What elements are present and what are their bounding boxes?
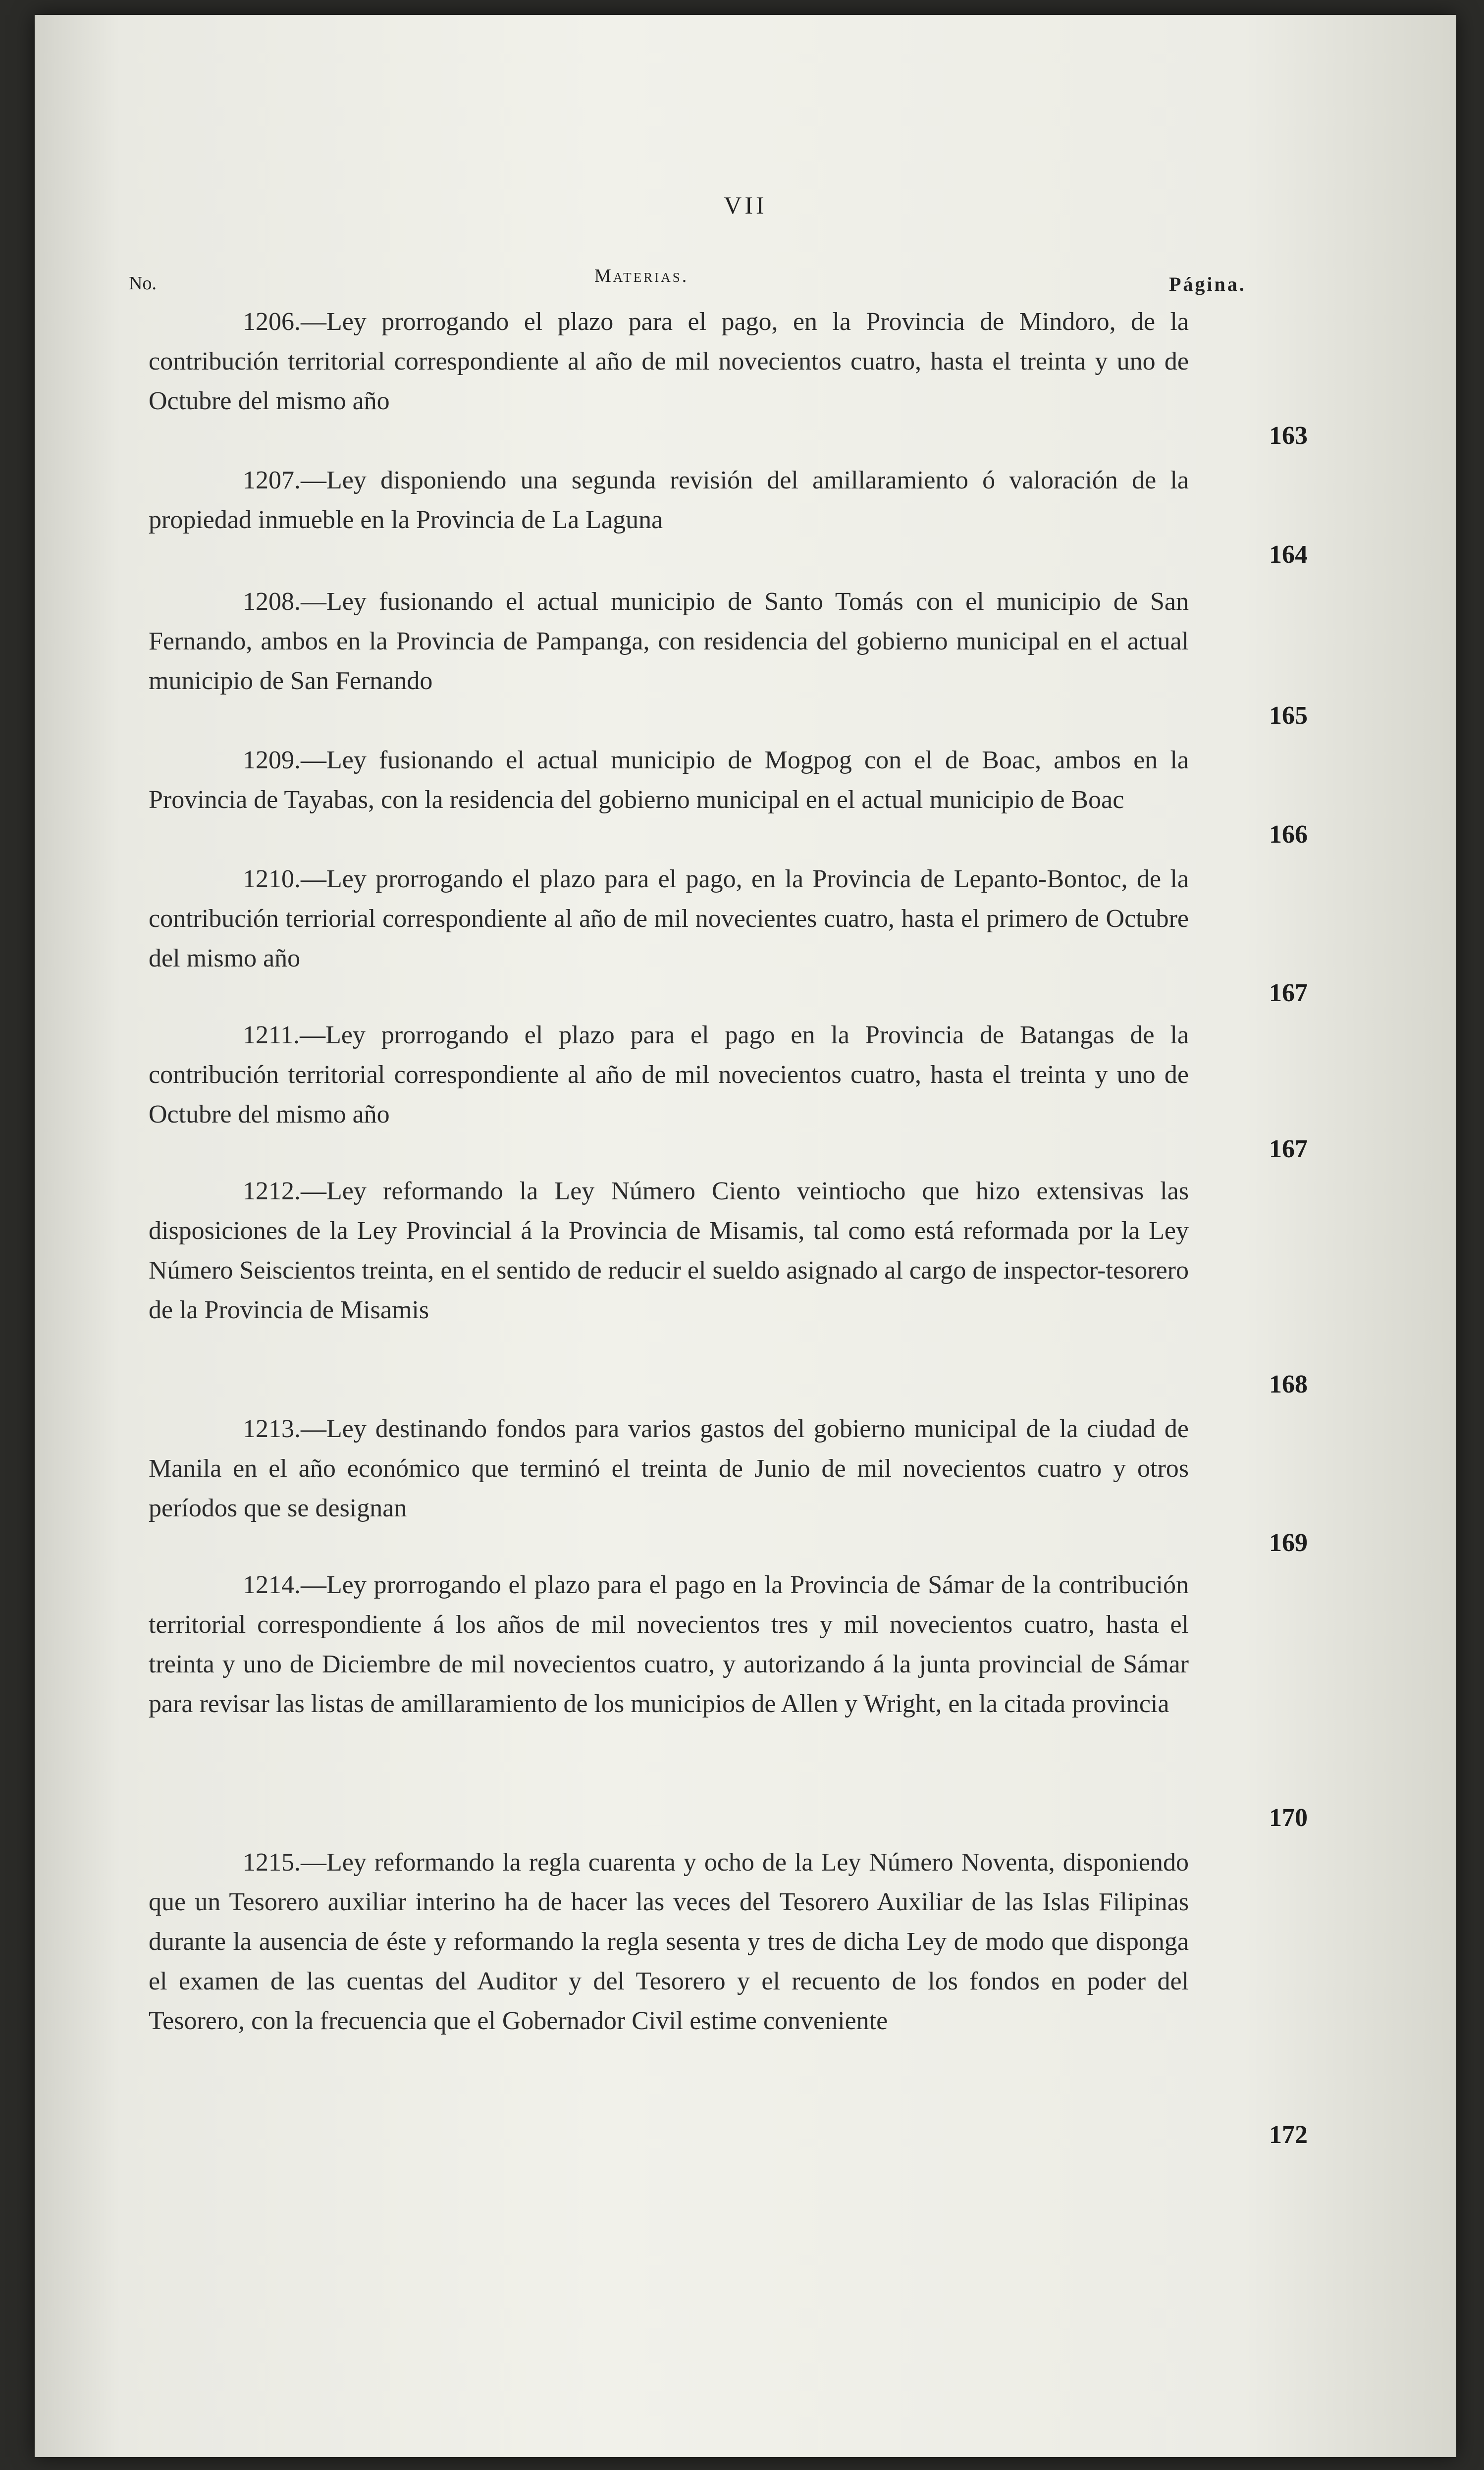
entry-text: —Ley prorrogando el plazo para el pago, en la Provincia de Lepanto-Bontoc, de la contribución terriorial correspondiente al año de mil novecientes cuatro, hasta el primero de Octubre del mismo año: [149, 865, 1189, 972]
entry-number: 1206.: [243, 308, 301, 336]
entry-text: —Ley fusionando el actual municipio de Mogpog con el de Boac, ambos en la Provincia de Tayabas, con la residencia del gobierno municipal en el actual municipio de Boac: [149, 746, 1189, 814]
entry-page: 168: [1269, 1370, 1308, 1398]
entry-page: 167: [1269, 979, 1308, 1007]
entry-number: 1210.: [243, 865, 301, 893]
entry-page: 169: [1269, 1529, 1308, 1557]
entry-text: —Ley reformando la regla cuarenta y ocho de la Ley Número Noventa, disponiendo que un Tesorero auxiliar interino ha de hacer las veces del Tesorero Auxiliar de las Islas Filipinas durante la ausencia de éste y reformando la regla sesenta y tres de dicha Ley de modo que disponga el examen de las cuentas del Auditor y del Tesorero y el recuento de los fondos en poder del Tesorero, con la frecuencia que el Gobernador Civil estime conveniente: [149, 1848, 1189, 2035]
entry-page: 172: [1269, 2121, 1308, 2149]
column-header-materias: Materias.: [594, 266, 689, 286]
table-of-contents: [35, 15, 1456, 2457]
entry-number: 1214.: [243, 1571, 301, 1599]
entry-text: —Ley reformando la Ley Número Ciento veintiocho que hizo extensivas las disposiciones de la Ley Provincial á la Provincia de Misamis, tal como está reformada por la Ley Número Seiscientos treinta, en el sentido de reducir el sueldo asignado al cargo de inspector-tesorero de la Provincia de Misamis: [149, 1177, 1189, 1324]
column-header-pagina: Página.: [1169, 273, 1246, 295]
entry-number: 1207.: [243, 466, 301, 494]
entry-text: —Ley disponiendo una segunda revisión del amillaramiento ó valoración de la propiedad inmueble en la Provincia de La Laguna: [149, 466, 1189, 534]
entry-text: —Ley fusionando el actual municipio de Santo Tomás con el municipio de San Fernando, ambos en la Provincia de Pampanga, con residencia del gobierno municipal en el actual municipio de San Fernando: [149, 588, 1189, 695]
entry-text: —Ley destinando fondos para varios gastos del gobierno municipal de la ciudad de Manila en el año económico que terminó el treinta de Junio de mil novecientos cuatro y otros períodos que se designan: [149, 1415, 1189, 1522]
entry-number: 1215.: [243, 1848, 301, 1877]
entry-page: 164: [1269, 540, 1308, 569]
entry-page: 163: [1269, 422, 1308, 450]
entry-number: 1212.: [243, 1177, 301, 1205]
entry-text: —Ley prorrogando el plazo para el pago, en la Provincia de Mindoro, de la contribución territorial correspondiente al año de mil novecientos cuatro, hasta el treinta y uno de Octubre del mismo año: [149, 308, 1189, 415]
entry-number: 1208.: [243, 588, 301, 616]
entry-page: 165: [1269, 701, 1308, 730]
entry-page: 167: [1269, 1135, 1308, 1163]
entry-number: 1213.: [243, 1415, 301, 1443]
entry-text: —Ley prorrogando el plazo para el pago en la Provincia de Sámar de la contribución territorial correspondiente á los años de mil novecientos tres y mil novecientos cuatro, hasta el treinta y uno de Diciembre de mil novecientos cuatro, y autorizando á la junta provincial de Sámar para revisar las listas de amillaramiento de los municipios de Allen y Wright, en la citada provincia: [149, 1571, 1189, 1718]
entry-number: 1211.: [243, 1021, 300, 1049]
column-header-number: No.: [129, 273, 157, 294]
entry-text: —Ley prorrogando el plazo para el pago en la Provincia de Batangas de la contribución territorial correspondiente al año de mil novecientos cuatro, hasta el treinta y uno de Octubre del mismo año: [149, 1021, 1189, 1128]
document-page: [35, 15, 1456, 2457]
entry-number: 1209.: [243, 746, 301, 774]
entry-page: 170: [1269, 1804, 1308, 1832]
page-folio: VII: [724, 191, 767, 219]
entry-page: 166: [1269, 820, 1308, 849]
